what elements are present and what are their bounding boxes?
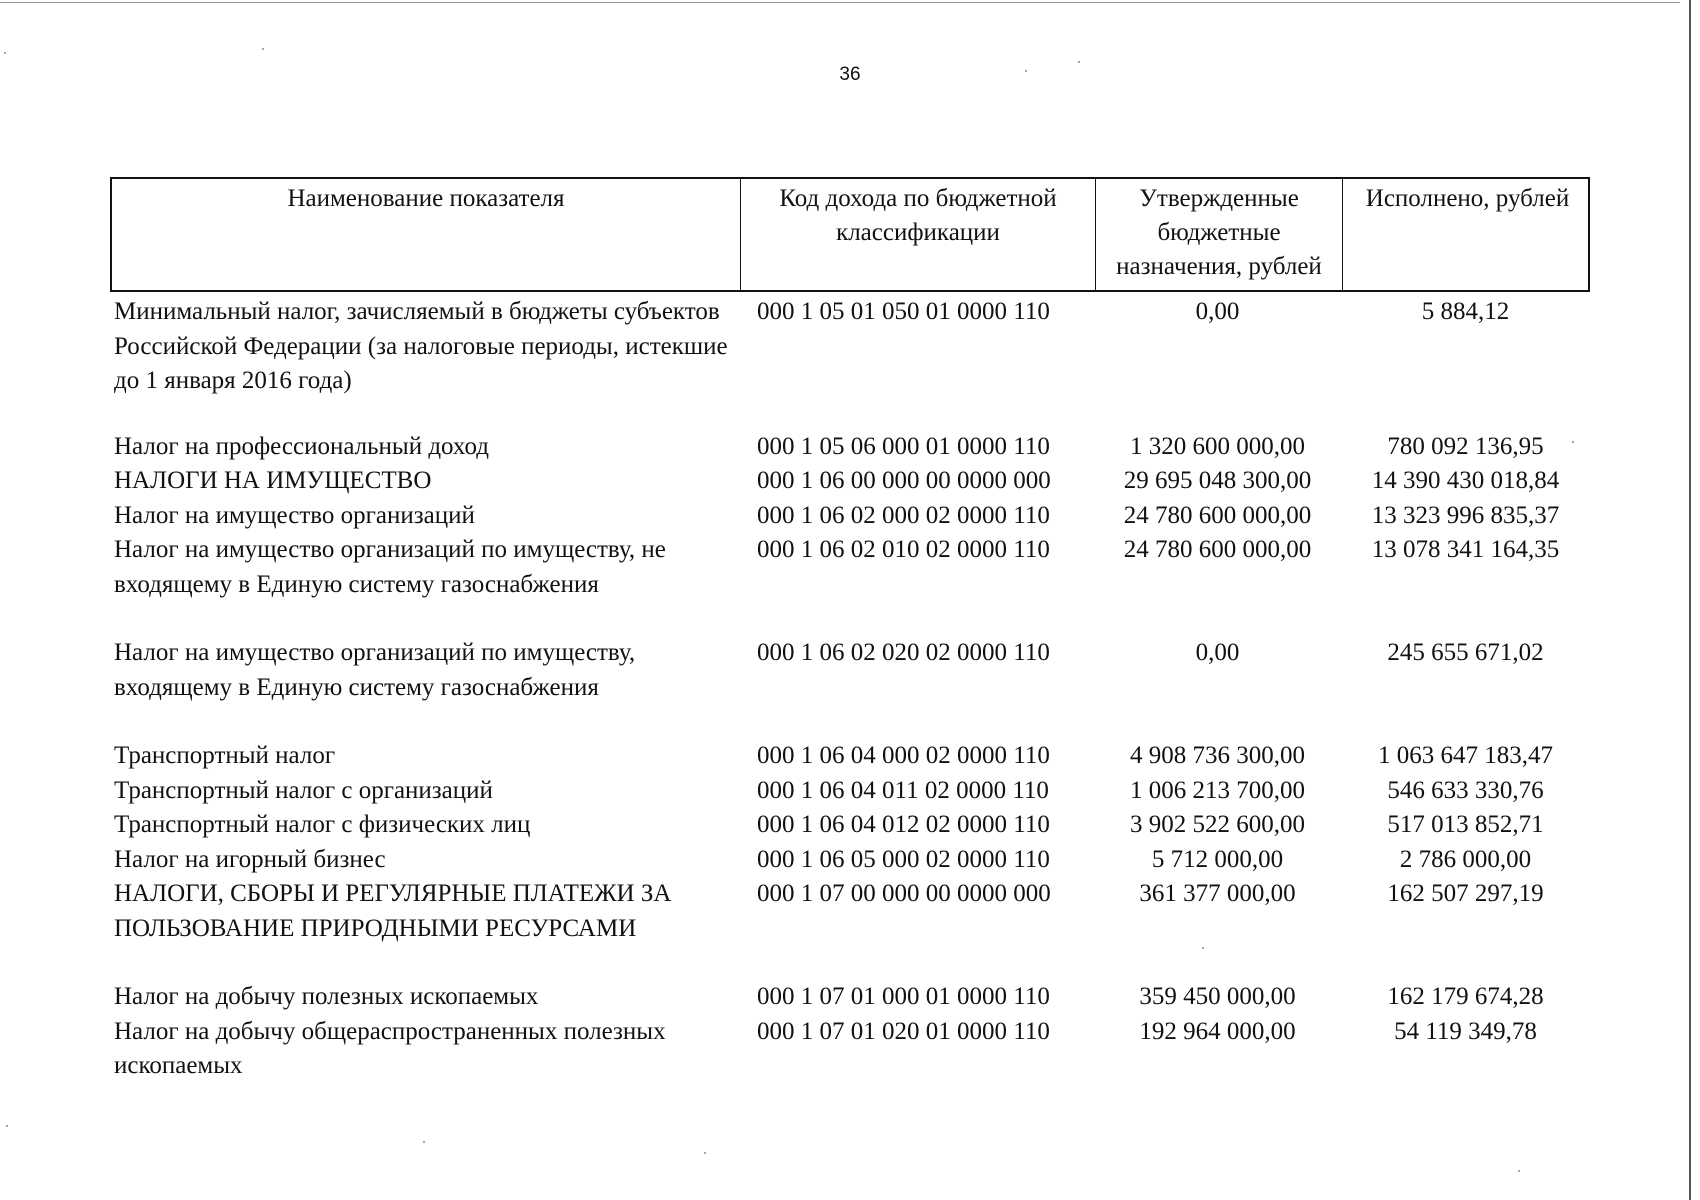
table-row bbox=[110, 295, 1590, 399]
approved-amount: 24 780 600 000,00 bbox=[1123, 536, 1312, 563]
scan-top-edge-line bbox=[0, 2, 1680, 3]
approved-amount: 359 450 000,00 bbox=[1139, 983, 1296, 1010]
approved-amount: 192 964 000,00 bbox=[1139, 1017, 1296, 1045]
executed-amount: 54 119 349,78 bbox=[1394, 1017, 1537, 1045]
executed-amount: 13 078 341 164,35 bbox=[1371, 536, 1560, 563]
budget-code: 000 1 06 05 000 02 0000 110 bbox=[757, 845, 1050, 873]
scan-speck bbox=[262, 48, 264, 50]
table-row bbox=[110, 430, 1590, 465]
approved-amount: 1 006 213 700,00 bbox=[1130, 776, 1305, 804]
scan-speck bbox=[1202, 947, 1204, 949]
indicator-name: Налог на игорный бизнес bbox=[114, 845, 386, 873]
executed-amount: 780 092 136,95 bbox=[1387, 432, 1544, 460]
approved-amount: 4 908 736 300,00 bbox=[1130, 742, 1305, 769]
approved-amount: 1 320 600 000,00 bbox=[1130, 432, 1305, 460]
table-row bbox=[110, 877, 1590, 946]
indicator-name: Налог на профессиональный доход bbox=[114, 432, 489, 460]
approved-amount: 3 902 522 600,00 bbox=[1130, 811, 1305, 838]
budget-code: 000 1 06 04 012 02 0000 110 bbox=[757, 811, 1050, 838]
approved-amount: 0,00 bbox=[1195, 639, 1240, 666]
scan-right-edge-line bbox=[1689, 0, 1691, 1200]
scan-speck bbox=[704, 1152, 706, 1154]
page-number: 36 bbox=[839, 64, 861, 85]
header-executed-amount: Исполнено, рублей bbox=[1365, 185, 1570, 212]
revenue-table bbox=[110, 177, 1590, 1084]
scan-speck bbox=[1518, 1170, 1520, 1172]
indicator-name: Минимальный налог, зачисляемый в бюджеты субъектов Российской Федерации (за налоговые периоды, истекшие до 1 января 2016 года) bbox=[114, 298, 728, 394]
indicator-name: Транспортный налог с физических лиц bbox=[114, 811, 531, 838]
indicator-name: Налог на имущество организаций по имуществу, не входящему в Единую систему газоснабжения bbox=[114, 536, 666, 598]
executed-amount: 13 323 996 835,37 bbox=[1371, 501, 1560, 529]
executed-amount: 14 390 430 018,84 bbox=[1371, 467, 1560, 494]
budget-code: 000 1 06 02 020 02 0000 110 bbox=[757, 639, 1050, 666]
executed-amount: 1 063 647 183,47 bbox=[1378, 742, 1553, 769]
approved-amount: 29 695 048 300,00 bbox=[1123, 467, 1312, 494]
table-row bbox=[110, 1015, 1590, 1084]
executed-amount: 162 179 674,28 bbox=[1387, 983, 1544, 1010]
table-row bbox=[110, 808, 1590, 843]
scan-speck bbox=[6, 1125, 8, 1127]
budget-code: 000 1 07 01 000 01 0000 110 bbox=[757, 983, 1050, 1010]
approved-amount: 5 712 000,00 bbox=[1151, 845, 1284, 873]
header-indicator-name: Наименование показателя bbox=[112, 179, 741, 290]
budget-code: 000 1 06 04 000 02 0000 110 bbox=[757, 742, 1050, 769]
indicator-name: Транспортный налог bbox=[114, 742, 336, 769]
executed-amount: 2 786 000,00 bbox=[1399, 845, 1532, 873]
table-row bbox=[110, 533, 1590, 602]
budget-code: 000 1 07 01 020 01 0000 110 bbox=[757, 1017, 1050, 1045]
approved-amount: 24 780 600 000,00 bbox=[1123, 501, 1312, 529]
executed-amount: 546 633 330,76 bbox=[1387, 776, 1544, 804]
approved-amount: 0,00 bbox=[1195, 298, 1240, 325]
table-row bbox=[110, 774, 1590, 809]
budget-code: 000 1 05 01 050 01 0000 110 bbox=[757, 298, 1050, 325]
table-row bbox=[110, 636, 1590, 705]
indicator-name: НАЛОГИ НА ИМУЩЕСТВО bbox=[114, 467, 432, 494]
approved-amount: 361 377 000,00 bbox=[1139, 880, 1296, 907]
indicator-name: Налог на добычу общераспространенных полезных ископаемых bbox=[114, 1017, 666, 1079]
budget-code: 000 1 06 04 011 02 0000 110 bbox=[757, 776, 1049, 804]
budget-code: 000 1 05 06 000 01 0000 110 bbox=[757, 432, 1050, 460]
executed-amount: 5 884,12 bbox=[1421, 298, 1510, 325]
executed-amount: 245 655 671,02 bbox=[1387, 639, 1544, 666]
executed-amount: 162 507 297,19 bbox=[1387, 880, 1544, 907]
scan-speck bbox=[1572, 441, 1574, 443]
table-row bbox=[110, 980, 1590, 1015]
header-approved-amount: Утвержденные бюджетные назначения, рублей bbox=[1096, 179, 1343, 290]
budget-code: 000 1 06 00 000 00 0000 000 bbox=[757, 467, 1051, 494]
scan-speck bbox=[1025, 70, 1027, 72]
table-row bbox=[110, 499, 1590, 534]
table-header-row bbox=[110, 177, 1590, 292]
table-row bbox=[110, 464, 1590, 499]
indicator-name: НАЛОГИ, СБОРЫ И РЕГУЛЯРНЫЕ ПЛАТЕЖИ ЗА ПОЛЬЗОВАНИЕ ПРИРОДНЫМИ РЕСУРСАМИ bbox=[114, 880, 672, 942]
table-row bbox=[110, 739, 1590, 774]
indicator-name: Налог на имущество организаций bbox=[114, 501, 475, 529]
indicator-name: Налог на добычу полезных ископаемых bbox=[114, 983, 539, 1010]
budget-code: 000 1 07 00 000 00 0000 000 bbox=[757, 880, 1051, 907]
budget-code: 000 1 06 02 000 02 0000 110 bbox=[757, 501, 1050, 529]
scan-speck bbox=[1078, 61, 1080, 63]
indicator-name: Налог на имущество организаций по имуществу, входящему в Единую систему газоснабжения bbox=[114, 639, 636, 701]
header-budget-code: Код дохода по бюджетной классификации bbox=[741, 179, 1096, 290]
indicator-name: Транспортный налог с организаций bbox=[114, 776, 493, 804]
executed-amount: 517 013 852,71 bbox=[1387, 811, 1544, 838]
table-row bbox=[110, 843, 1590, 878]
scan-speck bbox=[4, 52, 6, 54]
budget-code: 000 1 06 02 010 02 0000 110 bbox=[757, 536, 1050, 563]
scan-speck bbox=[423, 1141, 425, 1143]
